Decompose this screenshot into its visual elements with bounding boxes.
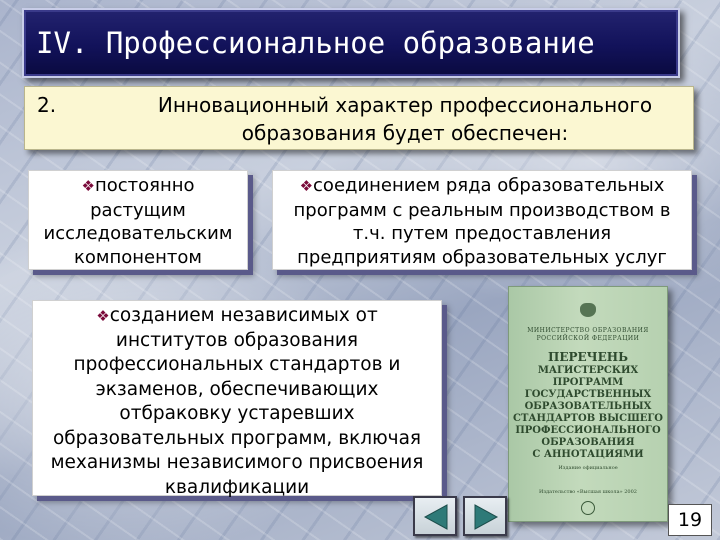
card-line: институтов образования: [115, 329, 359, 351]
card-line: профессиональных стандартов и: [73, 354, 401, 375]
card-line: ❖созданием независимых от: [96, 305, 378, 326]
card-line: программ с реальным производством в: [293, 199, 671, 221]
bullet-icon: ❖: [96, 307, 110, 325]
title-bar: [22, 8, 680, 78]
previous-slide-button[interactable]: [413, 496, 457, 536]
next-slide-button[interactable]: [463, 496, 507, 536]
card-line: квалификации: [164, 476, 310, 498]
card-standards: [32, 300, 442, 496]
card-line: предприятиям образовательных услуг: [297, 246, 667, 268]
triangle-right-icon: [471, 503, 501, 531]
book-heading: ПЕРЕЧЕНЬ: [548, 350, 628, 364]
slide-title: IV. Профессиональное образование: [36, 26, 595, 60]
point-number: 2.: [37, 93, 57, 117]
point-text: [115, 91, 695, 147]
book-title: ПЕРЕЧЕНЬ МАГИСТЕРСКИХ ПРОГРАММ ГОСУДАРСТВЕННЫХ ОБРАЗОВАТЕЛЬНЫХ СТАНДАРТОВ ВЫСШЕГО ПРОФЕССИОНАЛЬНОГО ОБРАЗОВАНИЯ С АННОТАЦИЯМИ: [509, 351, 667, 461]
coat-of-arms-icon: [580, 303, 596, 317]
triangle-left-icon: [421, 503, 451, 531]
card-line: ❖соединением ряда образовательных: [299, 175, 665, 196]
card-line: образовательных программ, включая: [52, 427, 422, 449]
card-line: отбраковку устаревших: [119, 403, 355, 424]
publisher-logo-icon: [581, 501, 595, 515]
point-text-line1: Инновационный характер профессионального: [157, 93, 653, 117]
card-line: экзаменов, обеспечивающих: [95, 378, 379, 400]
bullet-icon: ❖: [299, 177, 314, 195]
book-subtitle: Издание официальное: [558, 465, 618, 471]
card-line: ❖постоянно: [81, 175, 195, 196]
card-line: растущим: [90, 199, 186, 221]
point-box: [24, 86, 694, 150]
book-cover-image: [508, 286, 668, 522]
card-line: компонентом: [74, 246, 202, 268]
card-line: исследовательским: [43, 223, 233, 244]
book-ministry: МИНИСТЕРСТВО ОБРАЗОВАНИЯ РОССИЙСКОЙ ФЕДЕРАЦИИ: [527, 327, 649, 342]
card-research: [28, 170, 248, 270]
card-line: механизмы независимого присвоения: [50, 452, 424, 473]
card-production: [272, 170, 692, 270]
page-number: 19: [668, 504, 712, 536]
book-publisher: Издательство «Высшая школа» 2002: [539, 489, 637, 495]
card-line: т.ч. путем предоставления: [352, 223, 612, 244]
bullet-icon: ❖: [81, 177, 95, 195]
point-text-line2: образования будет обеспечен:: [241, 121, 569, 145]
